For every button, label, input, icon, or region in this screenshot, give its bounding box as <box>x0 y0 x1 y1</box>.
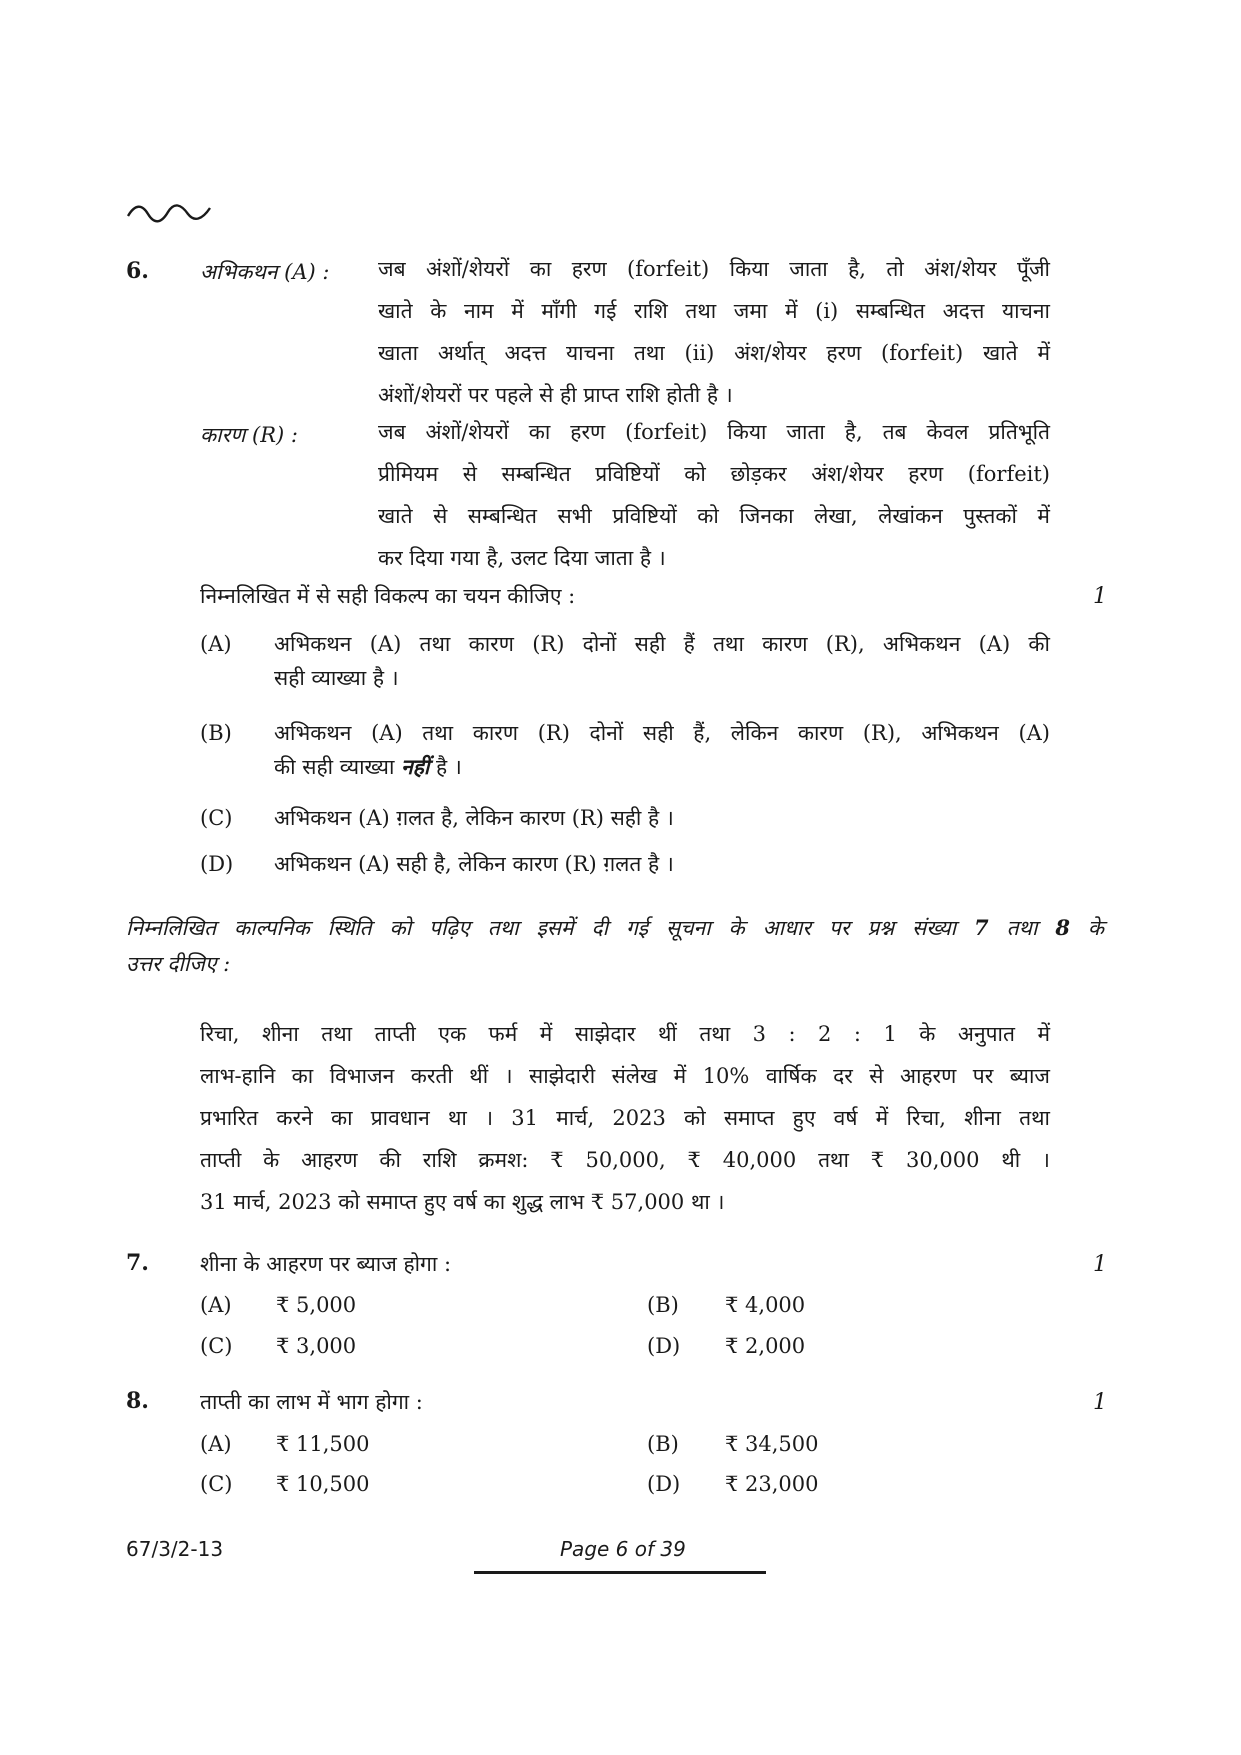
case-passage <box>200 1013 1050 1223</box>
question-number: 7. <box>126 1250 149 1276</box>
text-segment: है । <box>429 755 462 779</box>
case-intro <box>126 910 1104 982</box>
text-line: 31 मार्च, 2023 को समाप्त हुए वर्ष का शुद्ध लाभ ₹ 57,000 था । <box>200 1190 725 1214</box>
text-line: जब अंशों/शेयरों का हरण (forfeit) किया जाता है, तब केवल प्रतिभूति <box>378 420 1050 444</box>
question-ref: 8 <box>1055 915 1070 940</box>
text-line: ताप्ती के आहरण की राशि क्रमश: ₹ 50,000, ₹ 40,000 तथा ₹ 30,000 थी । <box>200 1148 1050 1172</box>
question-number: 6. <box>126 258 149 284</box>
option-text: ₹ 4,000 <box>725 1293 806 1317</box>
text-line: खाते से सम्बन्धित सभी प्रविष्टियों को जिनका लेखा, लेखांकन पुस्तकों में <box>378 504 1050 528</box>
marks-indicator: 1 <box>1093 1390 1107 1415</box>
paper-code: 67/3/2-13 <box>126 1537 224 1561</box>
option-text: ₹ 2,000 <box>725 1334 806 1358</box>
option-letter: (B) <box>200 721 232 745</box>
question-ref: 7 <box>974 915 989 940</box>
option-letter: (A) <box>200 1293 232 1317</box>
text-line: प्रभारित करने का प्रावधान था । 31 मार्च, 2023 को समाप्त हुए वर्ष में रिचा, शीना तथा <box>200 1106 1050 1130</box>
text-line <box>274 750 1050 784</box>
text-line: खाता अर्थात् अदत्त याचना तथा (ii) अंश/शेयर हरण (forfeit) खाते में <box>378 341 1050 365</box>
option-letter: (D) <box>200 852 234 876</box>
assertion-label: अभिकथन (A) : <box>200 260 330 284</box>
wave-mark-icon <box>126 198 212 224</box>
option-letter: (D) <box>647 1472 681 1496</box>
option-text <box>274 716 1050 784</box>
option-text: ₹ 10,500 <box>276 1472 370 1496</box>
option-text: ₹ 5,000 <box>276 1293 357 1317</box>
text-line: प्रीमियम से सम्बन्धित प्रविष्टियों को छोड़कर अंश/शेयर हरण (forfeit) <box>378 462 1050 486</box>
footer-rule <box>474 1571 766 1574</box>
option-letter: (A) <box>200 1432 232 1456</box>
text-segment: निम्नलिखित काल्पनिक स्थिति को पढ़िए तथा इसमें दी गई सूचना के आधार पर प्रश्न संख्या <box>126 916 975 940</box>
text-line: अंशों/शेयरों पर पहले से ही प्राप्त राशि होती है । <box>378 383 733 407</box>
marks-indicator: 1 <box>1093 1252 1107 1277</box>
text-line: खाते के नाम में माँगी गई राशि तथा जमा में (i) सम्बन्धित अदत्त याचना <box>378 299 1050 323</box>
option-text: ₹ 23,000 <box>725 1472 819 1496</box>
page-number: Page 6 of 39 <box>560 1537 686 1561</box>
option-text: ₹ 34,500 <box>725 1432 819 1456</box>
question-number: 8. <box>126 1388 149 1414</box>
option-letter: (C) <box>200 806 233 830</box>
option-letter: (D) <box>647 1334 681 1358</box>
marks-indicator: 1 <box>1093 584 1107 609</box>
question-stem: शीना के आहरण पर ब्याज होगा : <box>200 1252 452 1276</box>
option-letter: (C) <box>200 1334 233 1358</box>
text-line: अभिकथन (A) तथा कारण (R) दोनों सही हैं तथा कारण (R), अभिकथन (A) की <box>274 632 1050 656</box>
text-line: लाभ-हानि का विभाजन करती थीं । साझेदारी संलेख में 10% वार्षिक दर से आहरण पर ब्याज <box>200 1064 1050 1088</box>
option-letter: (B) <box>647 1432 679 1456</box>
text-line: सही व्याख्या है । <box>274 666 399 690</box>
question-stem: ताप्ती का लाभ में भाग होगा : <box>200 1390 423 1414</box>
text-line: अभिकथन (A) तथा कारण (R) दोनों सही हैं, लेकिन कारण (R), अभिकथन (A) <box>274 721 1050 745</box>
instruction-text: निम्नलिखित में से सही विकल्प का चयन कीजिए : <box>200 584 576 608</box>
text-segment: की सही व्याख्या <box>274 755 402 779</box>
text-line: उत्तर दीजिए : <box>126 952 231 976</box>
text-line: कर दिया गया है, उलट दिया जाता है । <box>378 546 666 570</box>
reason-label: कारण (R) : <box>200 423 298 447</box>
text-line <box>126 910 1104 946</box>
option-letter: (B) <box>647 1293 679 1317</box>
option-text: ₹ 11,500 <box>276 1432 370 1456</box>
option-text: ₹ 3,000 <box>276 1334 357 1358</box>
text-line: रिचा, शीना तथा ताप्ती एक फर्म में साझेदार थीं तथा 3 : 2 : 1 के अनुपात में <box>200 1022 1050 1046</box>
option-letter: (A) <box>200 632 232 656</box>
option-text: अभिकथन (A) सही है, लेकिन कारण (R) ग़लत है । <box>274 852 674 876</box>
option-text <box>274 627 1050 695</box>
reason-text <box>378 411 1050 579</box>
text-line: जब अंशों/शेयरों का हरण (forfeit) किया जाता है, तो अंश/शेयर पूँजी <box>378 257 1050 281</box>
emphasis-text: नहीं <box>401 754 430 779</box>
assertion-text <box>378 248 1050 416</box>
text-segment: के <box>1069 916 1104 940</box>
option-letter: (C) <box>200 1472 233 1496</box>
text-segment: तथा <box>988 916 1056 940</box>
option-text: अभिकथन (A) ग़लत है, लेकिन कारण (R) सही है । <box>274 806 674 830</box>
